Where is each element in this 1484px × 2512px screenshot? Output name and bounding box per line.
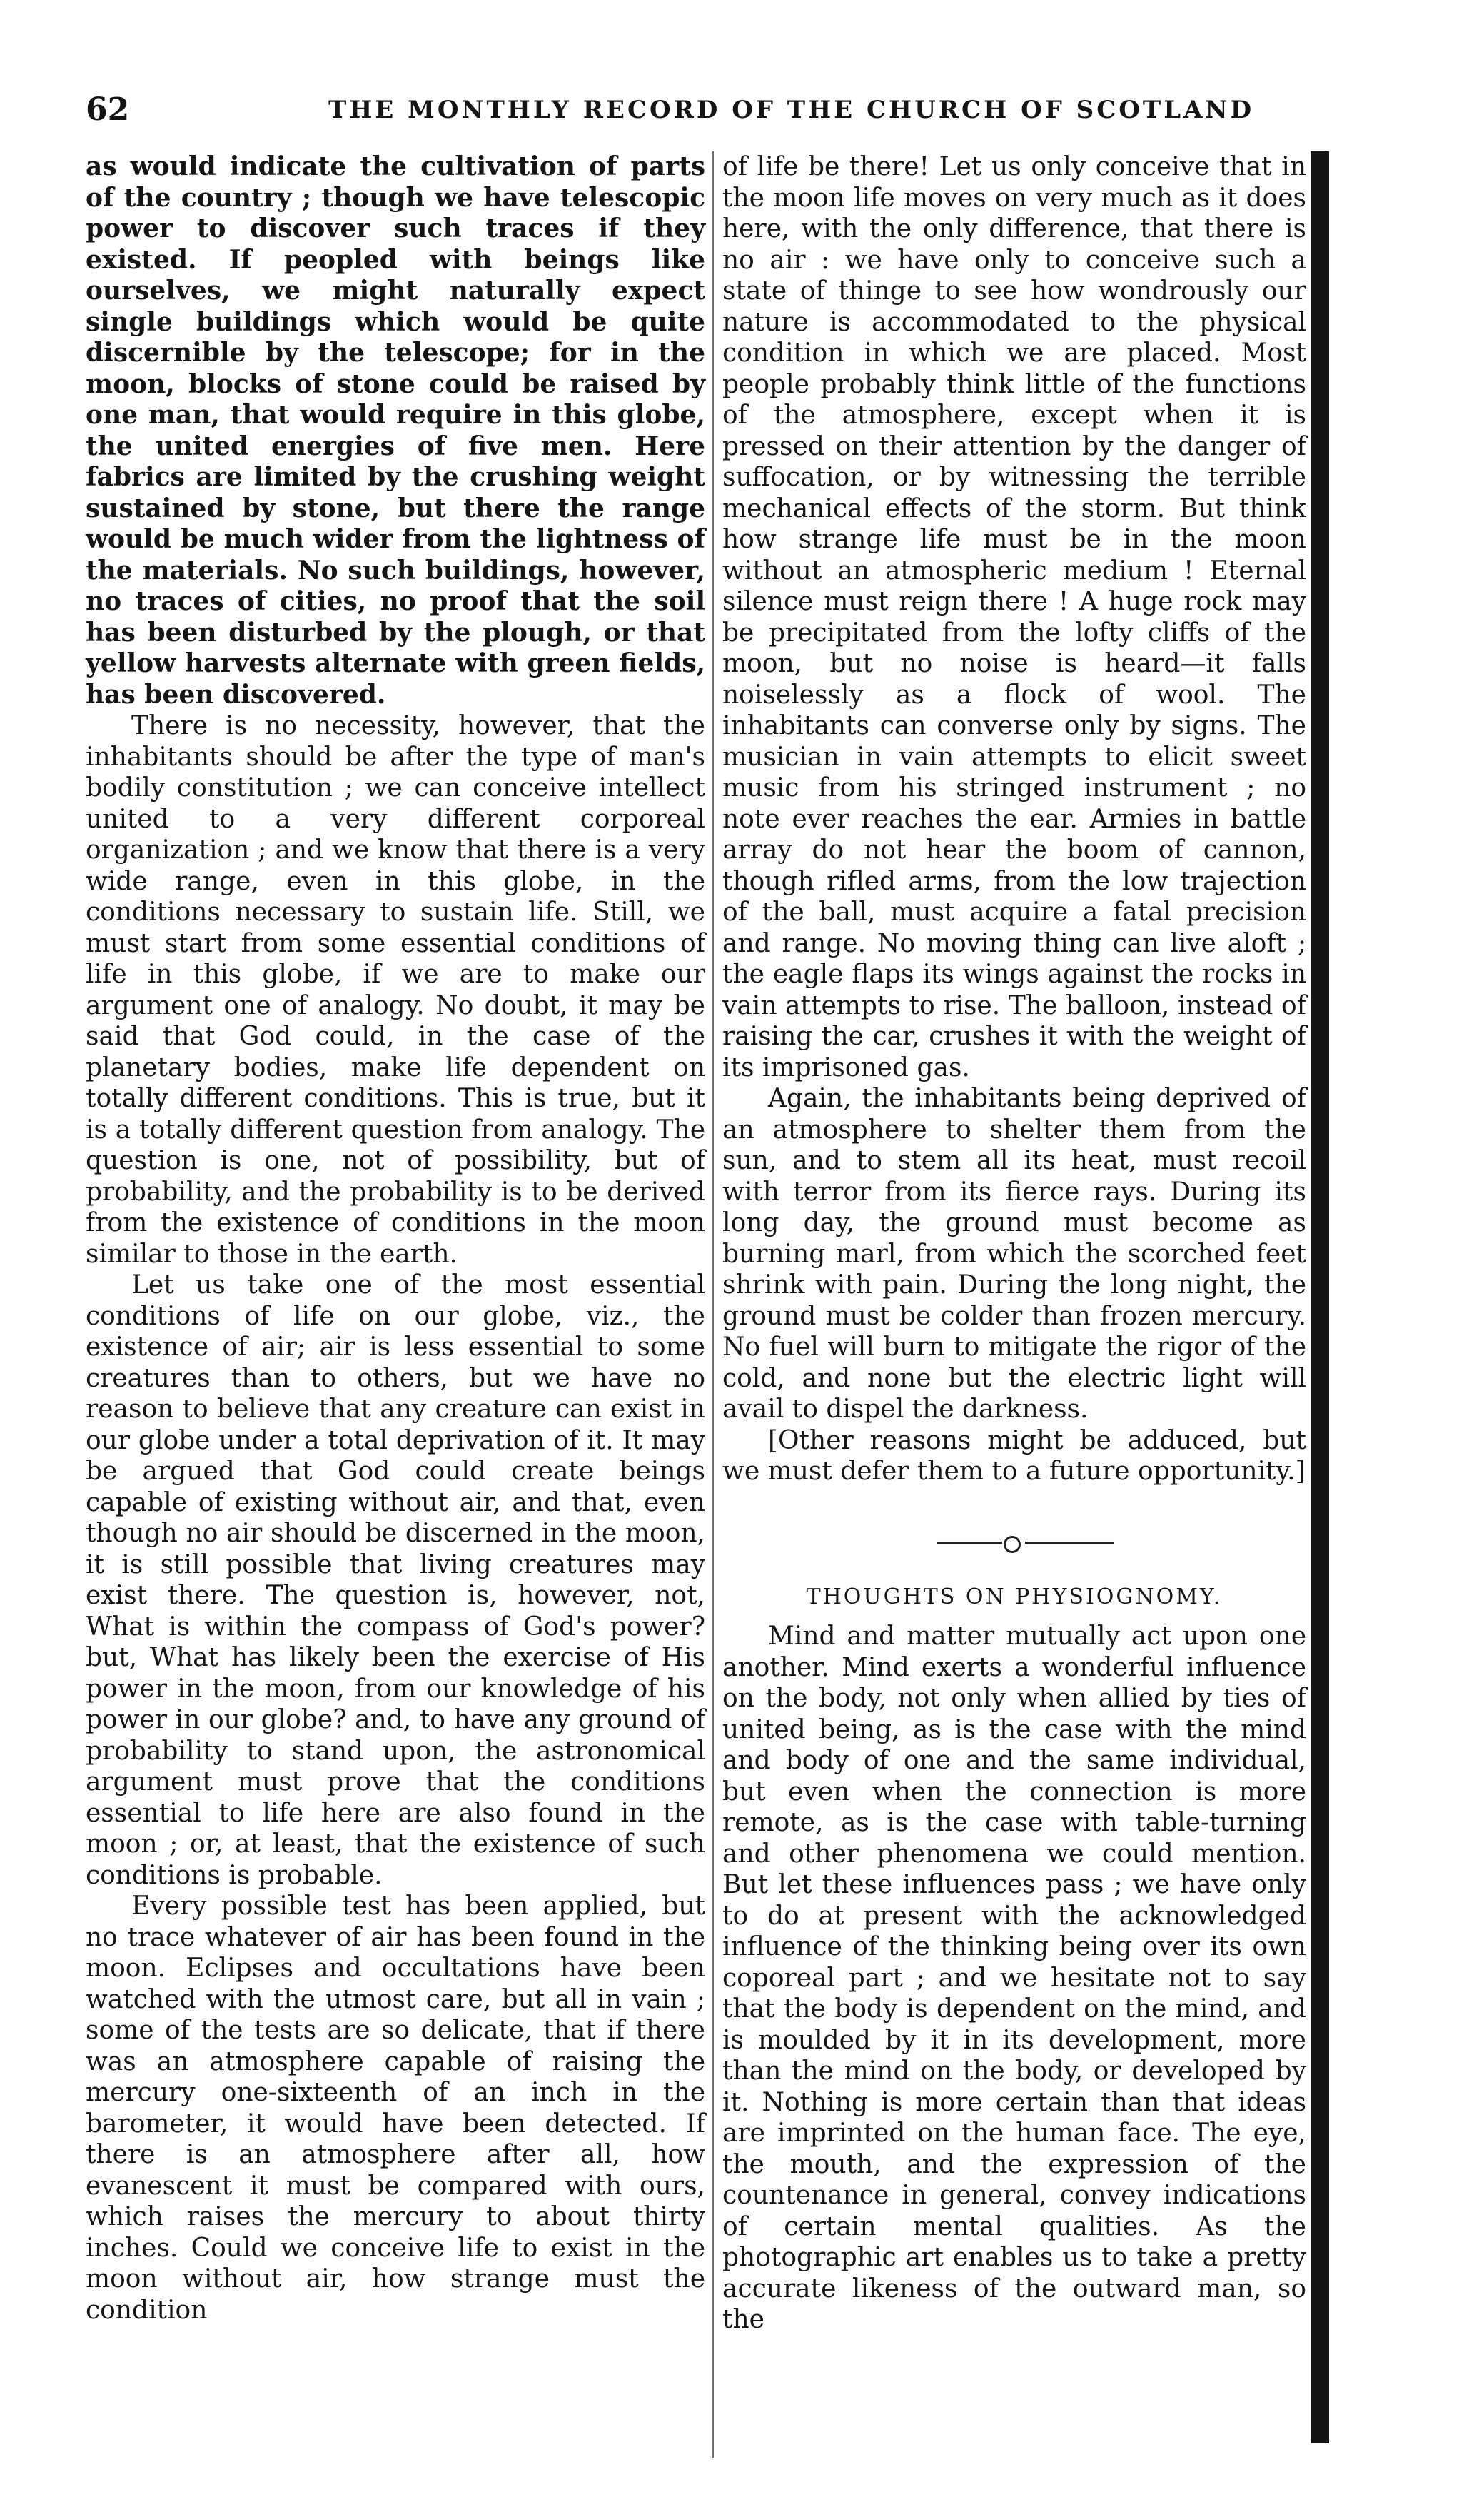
- paragraph: as would indicate the cultivation of parts of the country ; though we have telescopic power to discover such traces if they existed. If peopled with beings like ourselves, we might naturally expect single buildings which would be quite discernible by the telescope; for in the moon, blocks of stone could be raised by one man, that would require in this globe, the united energies of five men. Here fabrics are limited by the crushing weight sustained by stone, but there the range would be much wider from the lightness of the materials. No such buildings, however, no traces of cities, no proof that the soil has been disturbed by the plough, or that yellow harvests alternate with green fields, has been discovered.: [86, 151, 705, 710]
- divider-line: [937, 1542, 1002, 1544]
- running-title: THE MONTHLY RECORD OF THE CHURCH OF SCOTLAND: [328, 96, 1255, 124]
- paragraph: of life be there! Let us only conceive that in the moon life moves on very much as it does here, with the only difference, that there is no air : we have only to conceive such a state of thinge to see how wondrously our nature is accommodated to the physical condition in which we are placed. Most people probably think little of the functions of the atmosphere, except when it is pressed on their attention by the danger of suffocation, or by witnessing the terrible mechanical effects of the storm. But think how strange life must be in the moon without an atmospheric medium ! Eternal silence must reign there ! A huge rock may be precipitated from the lofty cliffs of the moon, but no noise is heard—it falls noiselessly as a flock of wool. The inhabitants can converse only by signs. The musician in vain attempts to elicit sweet music from his stringed instrument ; no note ever reaches the ear. Armies in battle array do not hear the boom of cannon, though rifled arms, from the low trajection of the ball, must acquire a fatal precision and range. No moving thing can live aloft ; the eagle flaps its wings against the rocks in vain attempts to rise. The balloon, instead of raising the car, crushes it with the weight of its imprisoned gas.: [722, 152, 1306, 1082]
- binding-shadow: [1311, 151, 1329, 2443]
- column-divider: [712, 151, 714, 2458]
- section-heading: THOUGHTS ON PHYSIOGNOMY.: [806, 1584, 1223, 1609]
- paragraph: There is no necessity, however, that the inhabitants should be after the type of man's bodily constitution ; we can conceive intellect united to a very different corporeal organization ; and we know that there is a very wide range, even in this globe, in the conditions necessary to sustain life. Still, we must start from some essential conditions of life in this globe, if we are to make our argument one of analogy. No doubt, it may be said that God could, in the case of the planetary bodies, make life dependent on totally different conditions. This is true, but it is a totally different question from analogy. The question is one, not of possibility, but of probability, and the probability is to be derived from the existence of conditions in the moon similar to those in the earth.: [86, 711, 705, 1269]
- divider-circle-icon: [1004, 1536, 1021, 1553]
- paragraph: Let us take one of the most essential conditions of life on our globe, viz., the existence of air; air is less essential to some creatures than to others, but we have no reason to believe that any creature can exist in our globe under a total deprivation of it. It may be argued that God could create beings capable of existing without air, and that, even though no air should be discerned in the moon, it is still possible that living creatures may exist there. The question is, however, not, What is within the compass of God's power? but, What has likely been the exercise of His power in the moon, from our knowledge of his power in our globe? and, to have any ground of probability to stand upon, the astronomical argument must prove that the conditions essential to life here are also found in the moon ; or, at least, that the existence of such conditions is probable.: [86, 1270, 705, 1890]
- left-column: [86, 151, 705, 2326]
- paragraph: Mind and matter mutually act upon one another. Mind exerts a wonderful influence on the body, not only when allied by ties of united being, as is the case with the mind and body of one and the same individual, but even when the connection is more remote, as is the case with table-turning and other phenomena we could mention. But let these influences pass ; we have only to do at present with the acknowledged influence of the thinking being over its own coporeal part ; and we hesitate not to say that the body is dependent on the mind, and is moulded by it in its development, more than the mind on the body, or developed by it. Nothing is more certain than that ideas are imprinted on the human face. The eye, the mouth, and the expression of the countenance in general, convey indications of certain mental qualities. As the photographic art enables us to take a pretty accurate likeness of the outward man, so the: [722, 1622, 1306, 2334]
- paragraph: Again, the inhabitants being deprived of an atmosphere to shelter them from the sun, and to stem all its heat, must recoil with terror from its fierce rays. During its long day, the ground must become as burning marl, from which the scorched feet shrink with pain. During the long night, the ground must be colder than frozen mercury. No fuel will burn to mitigate the rigor of the cold, and none but the electric light will avail to dispel the darkness.: [722, 1084, 1306, 1424]
- section-divider-ornament: [722, 1517, 1306, 1564]
- editor-note: [Other reasons might be adduced, but we must defer them to a future opportunity.]: [722, 1425, 1306, 1486]
- page-header: [86, 91, 1313, 141]
- divider-line: [1025, 1542, 1114, 1544]
- right-column: [722, 151, 1306, 2336]
- page-number: 62: [86, 91, 130, 128]
- paragraph: Every possible test has been applied, but no trace whatever of air has been found in the moon. Eclipses and occultations have been watched with the utmost care, but all in vain ; some of the tests are so delicate, that if there was an atmosphere capable of raising the mercury one-sixteenth of an inch in the barometer, it would have been detected. If there is an atmosphere after all, how evanescent it must be compared with ours, which raises the mercury to about thirty inches. Could we conceive life to exist in the moon without air, how strange must the condition: [86, 1891, 705, 2325]
